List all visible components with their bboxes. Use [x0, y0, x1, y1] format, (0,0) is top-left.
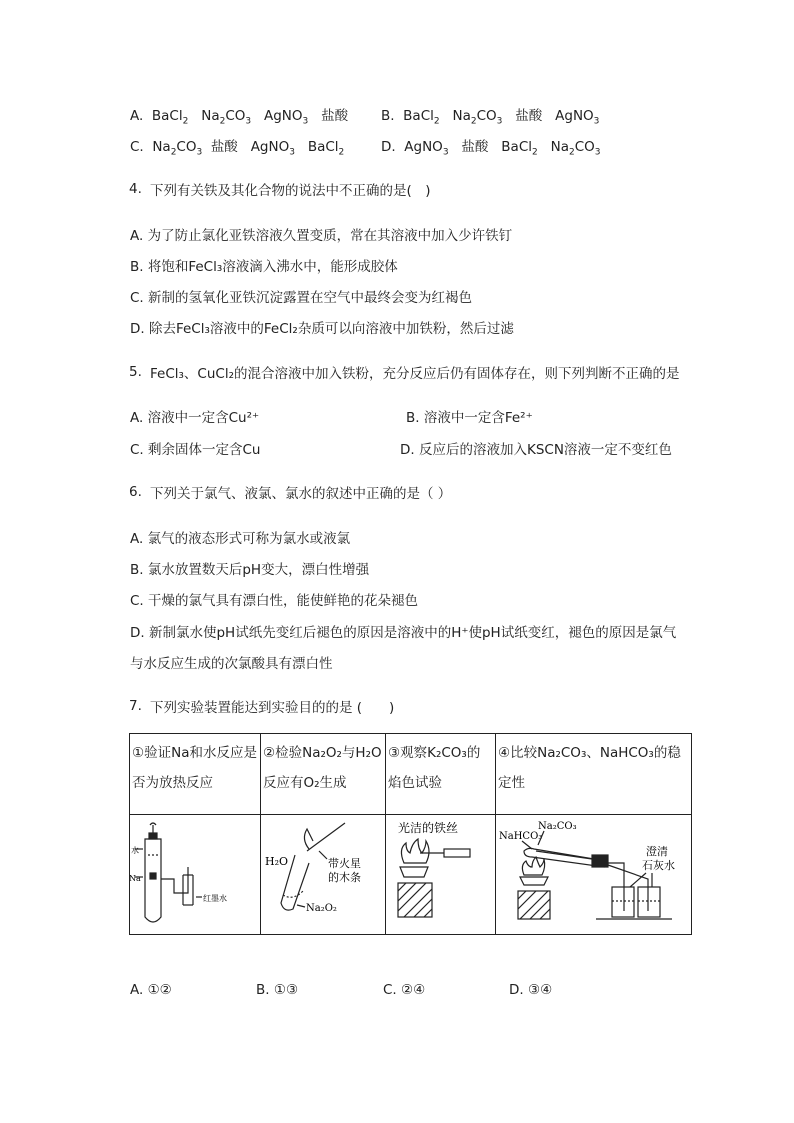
q3-option-d: D. AgNO$_3$ 盐酸 BaCl$_2$ $Na_2CO_3$ [381, 139, 601, 158]
q7-figure-2 [261, 815, 386, 935]
fig4-nahco3-label: NaHCO₃ [499, 831, 543, 842]
q7-figure-1 [130, 815, 261, 935]
q3-option-c: C. $Na_2CO_3$ 盐酸 AgNO$_3$ BaCl$_2$ [130, 139, 345, 158]
q7-number: 7. [129, 698, 142, 714]
q5-option-a: A. 溶液中一定含Cu²⁺ [130, 410, 260, 426]
q7-figure-3 [386, 815, 496, 935]
q4-option-a: A. 为了防止氯化亚铁溶液久置变质，常在其溶液中加入少许铁钉 [130, 228, 513, 244]
q5-stem: FeCl₃、CuCl₂的混合溶液中加入铁粉，充分反应后仍有固体存在，则下列判断不正确的是 [150, 366, 680, 382]
q7-option-a: A. ①② [130, 982, 172, 998]
fig4-lime-label-1: 澄清 [646, 845, 668, 858]
q5-option-d: D. 反应后的溶液加入KSCN溶液一定不变红色 [400, 442, 672, 458]
q5-option-c: C. 剩余固体一定含Cu [130, 442, 261, 458]
q7-cell-3: ③观察K₂CO₃的焰色试验 [386, 734, 496, 815]
fig2-stick-label-2: 的木条 [328, 871, 361, 884]
q6-option-a: A. 氯气的液态形式可称为氯水或液氯 [130, 531, 351, 547]
fig2-h2o-label: H₂O [265, 855, 289, 868]
fig4-na2co3-label: Na₂CO₃ [538, 821, 577, 832]
q7-figure-4 [496, 815, 692, 935]
q4-option-c: C. 新制的氢氧化亚铁沉淀露置在空气中最终会变为红褐色 [130, 290, 473, 306]
fig1-na-label: Na [130, 874, 141, 883]
q7-stem: 下列实验装置能达到实验目的的是 ( ) [150, 700, 395, 716]
q7-cell-2: ②检验Na₂O₂与H₂O反应有O₂生成 [261, 734, 386, 815]
q7-option-c: C. ②④ [383, 982, 426, 998]
q6-number: 6. [129, 484, 142, 500]
q4-option-b: B. 将饱和FeCl₃溶液滴入沸水中，能形成胶体 [130, 259, 398, 275]
q6-option-b: B. 氯水放置数天后pH变大，漂白性增强 [130, 562, 370, 578]
fig2-na2o2-label: Na₂O₂ [306, 903, 337, 914]
fig3-wire-label: 光洁的铁丝 [398, 821, 459, 835]
q6-option-c: C. 干燥的氯气具有漂白性，能使鲜艳的花朵褪色 [130, 593, 419, 609]
fig2-stick-label-1: 带火星 [328, 857, 361, 870]
q4-number: 4. [129, 181, 142, 197]
q4-option-d: D. 除去FeCl₃溶液中的FeCl₂杂质可以向溶液中加铁粉，然后过滤 [130, 321, 514, 337]
fig1-ink-label: 红墨水 [203, 894, 227, 903]
q7-cell-1: ①验证Na和水反应是否为放热反应 [130, 734, 261, 815]
q4-stem: 下列有关铁及其化合物的说法中不正确的是( ) [150, 183, 431, 199]
q6-stem: 下列关于氯气、液氯、氯水的叙述中正确的是（ ） [150, 486, 452, 502]
fig1-water-label: 水 [131, 846, 139, 855]
fig4-lime-label-2: 石灰水 [642, 859, 675, 872]
q7-option-d: D. ③④ [509, 982, 553, 998]
q7-cell-4: ④比较Na₂CO₃、NaHCO₃的稳定性 [496, 734, 692, 815]
q7-apparatus-table [129, 733, 692, 935]
q5-number: 5. [129, 364, 142, 380]
q5-option-b: B. 溶液中一定含Fe²⁺ [406, 410, 533, 426]
q7-option-b: B. ①③ [256, 982, 299, 998]
q3-option-a: A. BaCl$_2$ $Na_2CO_3$ AgNO$_3$ 盐酸 [130, 108, 349, 127]
q6-option-d-line2: 与水反应生成的次氯酸具有漂白性 [130, 656, 333, 672]
q3-option-b: B. BaCl$_2$ $Na_2CO_3$ 盐酸 AgNO$_3$ [381, 108, 600, 127]
q6-option-d-line1: D. 新制氯水使pH试纸先变红后褪色的原因是溶液中的H⁺使pH试纸变红，褪色的原因是氯气 [130, 625, 677, 641]
